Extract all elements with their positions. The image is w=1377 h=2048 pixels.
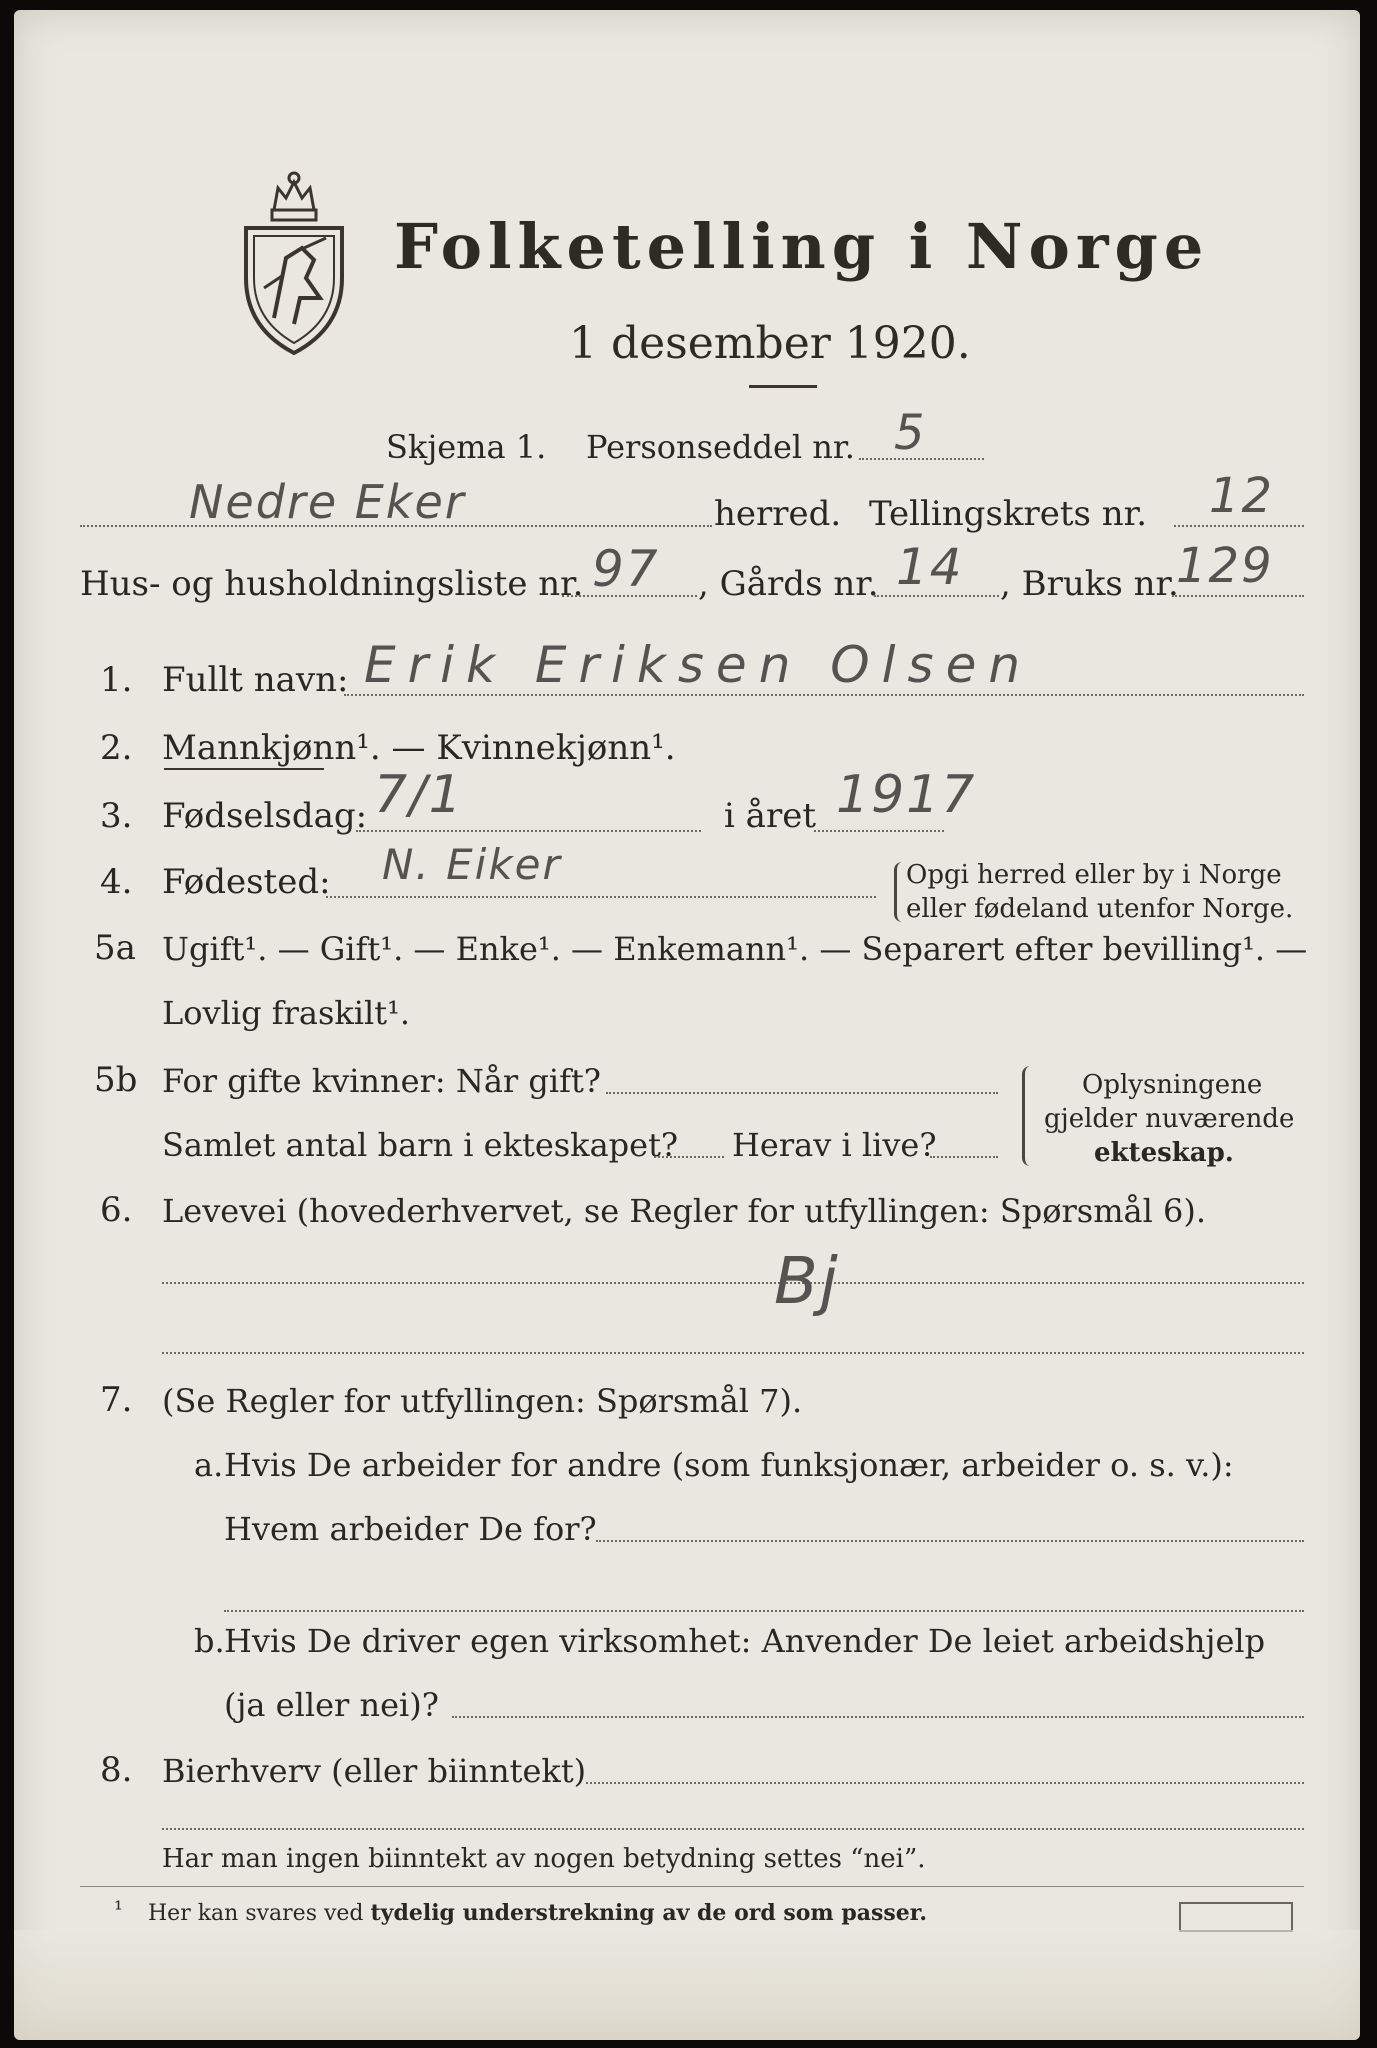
census-form <box>14 10 1360 2040</box>
q5b-number: 5b <box>94 1060 138 1100</box>
children-alive-field[interactable] <box>930 1156 998 1158</box>
full-name-field[interactable] <box>344 694 1304 696</box>
marital-status-options-line2[interactable]: Lovlig fraskilt¹. <box>162 994 411 1032</box>
bruks-label: , Bruks nr. <box>1000 564 1179 604</box>
occupation-label: Levevei (hovederhvervet, se Regler for utfyllingen: Spørsmål 6). <box>162 1192 1207 1230</box>
side-income-label: Bierhverv (eller biinntekt) <box>162 1752 587 1790</box>
occupation-field-1[interactable] <box>162 1282 1304 1284</box>
children-alive-label: Herav i live? <box>732 1126 937 1164</box>
q7b-line2: (ja eller nei)? <box>224 1686 439 1724</box>
q1-label: Fullt navn: <box>162 660 349 700</box>
birthplace-note-line1: Opgi herred eller by i Norge <box>906 860 1282 890</box>
children-total-label: Samlet antal barn i ekteskapet? <box>162 1126 679 1164</box>
side-income-note: Har man ingen biinntekt av nogen betydning settes “nei”. <box>162 1844 926 1874</box>
bruks-field[interactable] <box>1172 595 1304 597</box>
q5a-number: 5a <box>94 928 136 968</box>
paper-wear <box>14 1930 1360 2040</box>
tellingskrets-field[interactable] <box>1174 525 1304 527</box>
q7-label: (Se Regler for utfyllingen: Spørsmål 7). <box>162 1382 803 1420</box>
birthyear-field[interactable] <box>814 830 944 832</box>
birthdate-value: 7/1 <box>374 765 464 825</box>
occupation-value: Bj <box>774 1245 840 1319</box>
children-total-field[interactable] <box>654 1156 724 1158</box>
gards-label: , Gårds nr. <box>698 564 879 604</box>
q1-number: 1. <box>100 660 133 700</box>
q4-number: 4. <box>100 862 133 902</box>
marriage-note-line2: gjelder nuværende <box>1044 1104 1295 1134</box>
q8-number: 8. <box>100 1750 133 1790</box>
herred-value: Nedre Eker <box>189 475 466 529</box>
tellingskrets-label: Tellingskrets nr. <box>869 494 1148 534</box>
q7a-line2: Hvem arbeider De for? <box>224 1510 597 1548</box>
q3-label: Fødselsdag: <box>162 796 368 836</box>
gender-underline <box>164 768 324 770</box>
printer-stamp <box>1179 1902 1293 1932</box>
employer-field[interactable] <box>596 1540 1304 1542</box>
q6-number: 6. <box>100 1190 133 1230</box>
full-name-value: Erik Eriksen Olsen <box>364 636 1033 694</box>
q7a-line1: Hvis De arbeider for andre (som funksjonær, arbeider o. s. v.): <box>224 1446 1234 1484</box>
q7a-letter: a. <box>194 1446 224 1484</box>
hired-help-field[interactable] <box>452 1716 1304 1718</box>
q7-number: 7. <box>100 1380 133 1420</box>
census-date: 1 desember 1920. <box>569 318 971 369</box>
side-income-field[interactable] <box>586 1782 1304 1784</box>
footnote-text-b: tydelig understrekning av de ord som passer. <box>370 1900 928 1926</box>
side-income-field-2[interactable] <box>162 1828 1304 1830</box>
herred-label: herred. <box>714 494 842 534</box>
birthdate-field[interactable] <box>356 830 701 832</box>
gender-options[interactable]: Mannkjønn¹. — Kvinnekjønn¹. <box>162 728 676 768</box>
skjema-label: Skjema 1. <box>386 428 547 466</box>
q4-label: Fødested: <box>162 862 331 902</box>
birthplace-field[interactable] <box>326 896 876 898</box>
footnote-text-a: Her kan svares ved <box>148 1901 371 1926</box>
occupation-field-2[interactable] <box>162 1352 1304 1354</box>
birthplace-value: N. Eiker <box>382 840 562 889</box>
q3-number: 3. <box>100 796 133 836</box>
q7b-line1: Hvis De driver egen virksomhet: Anvender De leiet arbeidshjelp <box>224 1622 1266 1660</box>
footnote-divider <box>80 1886 1304 1887</box>
bruks-value: 129 <box>1176 538 1274 594</box>
tellingskrets-value: 12 <box>1209 468 1275 524</box>
employer-field-2[interactable] <box>224 1610 1304 1612</box>
q7b-letter: b. <box>194 1622 225 1660</box>
personseddel-label: Personseddel nr. <box>586 428 855 466</box>
marriage-note-line1: Oplysningene <box>1082 1070 1263 1100</box>
marriage-note-brace <box>1022 1066 1035 1166</box>
footnote-text <box>148 1900 927 1926</box>
husholdningsliste-value: 97 <box>592 540 660 598</box>
married-when-label: For gifte kvinner: Når gift? <box>162 1062 601 1100</box>
gards-value: 14 <box>896 538 964 596</box>
form-title: Folketelling i Norge <box>394 210 1210 283</box>
married-when-field[interactable] <box>606 1092 998 1094</box>
birthyear-value: 1917 <box>836 765 977 825</box>
birthyear-label: i året <box>724 796 816 836</box>
marital-status-options[interactable]: Ugift¹. — Gift¹. — Enke¹. — Enkemann¹. — Separert efter bevilling¹. — <box>162 930 1308 968</box>
personseddel-value: 5 <box>894 405 927 461</box>
birthplace-note-line2: eller fødeland utenfor Norge. <box>906 894 1294 924</box>
husholdningsliste-label: Hus- og husholdningsliste nr. <box>80 564 584 604</box>
title-divider <box>749 385 817 388</box>
footnote-mark: ¹ <box>114 1898 123 1923</box>
norwegian-coat-of-arms-icon <box>234 148 354 358</box>
marriage-note-line3: ekteskap. <box>1094 1138 1234 1168</box>
q2-number: 2. <box>100 728 133 768</box>
